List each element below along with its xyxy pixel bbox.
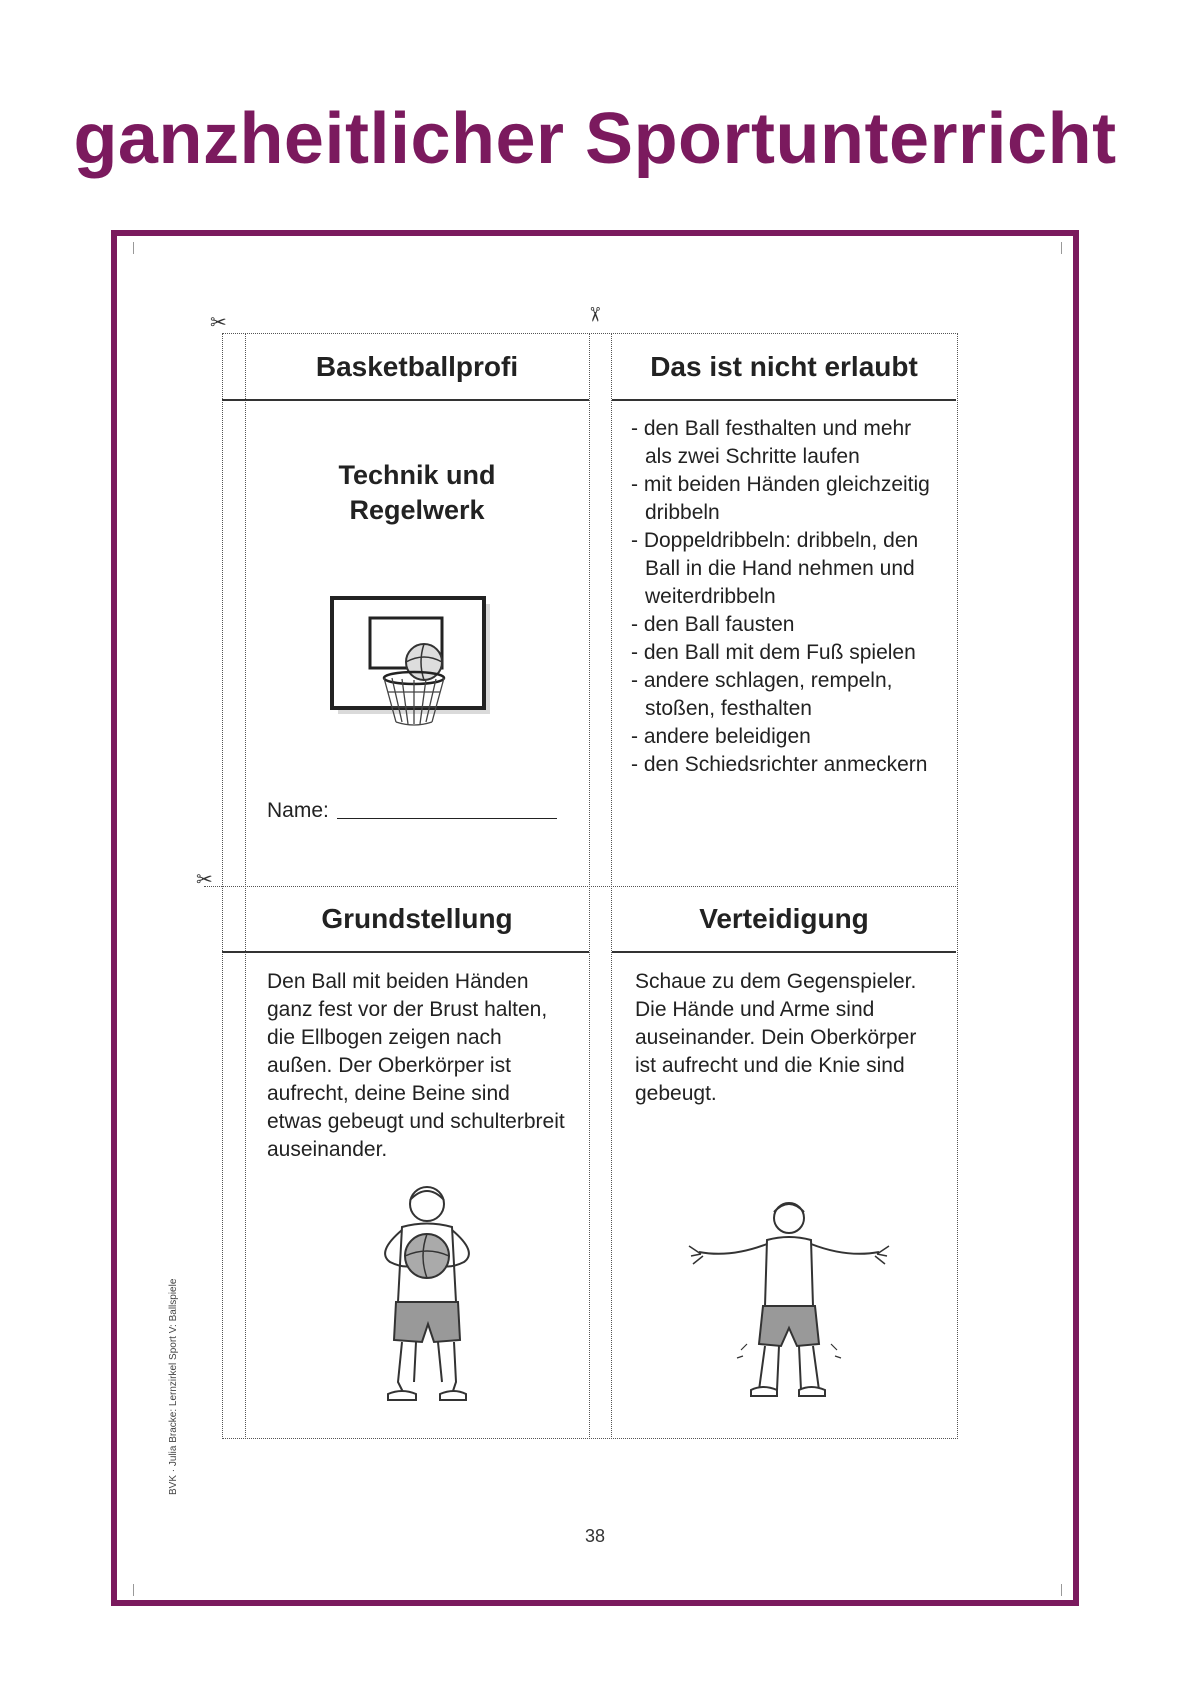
card-header-rule (222, 951, 589, 953)
crop-mark (133, 1584, 134, 1596)
copyright-note: BVK · Julia Bracke: Lernzirkel Sport V: Ballspiele (168, 1278, 179, 1495)
page-number: 38 (584, 1526, 606, 1546)
cut-line (611, 333, 612, 1437)
scissors-icon: ✂ (210, 312, 227, 334)
card-title: Basketballprofi (315, 351, 519, 382)
crop-mark (1061, 242, 1062, 254)
card-title: Verteidigung (699, 903, 869, 934)
list-item: - den Ball festhalten und mehr als zwei Schritte laufen (631, 417, 912, 468)
card-title: Grundstellung (321, 903, 513, 934)
list-item: - den Ball mit dem Fuß spielen (631, 641, 916, 664)
player-defending-icon (681, 1194, 901, 1414)
list-item: - den Schiedsrichter anmeckern (631, 753, 928, 776)
card-header-rule (612, 399, 956, 401)
player-holding-ball-icon (362, 1182, 492, 1412)
card-text: Den Ball mit beiden Händen ganz fest vor der Brust halten, die Ellbogen zeigen nach außen. Der Oberkörper ist aufrecht, deine Beine sind etwas gebeugt und schulterbreit auseinander. (267, 970, 565, 1161)
crop-mark (1061, 1584, 1062, 1596)
basketball-hoop-icon (326, 592, 506, 742)
rules-list (631, 415, 941, 779)
card-header-rule (612, 951, 956, 953)
list-item: - andere schlagen, rempeln, stoßen, festhalten (631, 669, 893, 720)
crop-mark (133, 242, 134, 254)
list-item: - mit beiden Händen gleichzeitig dribbeln (631, 473, 930, 524)
list-item: - andere beleidigen (631, 725, 811, 748)
card-text: Schaue zu dem Gegenspieler. Die Hände und Arme sind auseinander. Dein Oberkörper ist aufrecht und die Knie sind gebeugt. (635, 970, 917, 1105)
card-header-rule (222, 399, 589, 401)
scissors-icon: ✂ (196, 869, 213, 891)
name-label: Name: (267, 799, 329, 822)
name-field[interactable] (337, 818, 557, 819)
scissors-icon: ✂ (582, 306, 605, 323)
page-title: ganzheitlicher Sportunterricht (73, 99, 1117, 179)
list-item: - Doppeldribbeln: dribbeln, den Ball in die Hand nehmen und weiterdribbeln (631, 529, 919, 608)
list-item: - den Ball fausten (631, 613, 795, 636)
card-title: Das ist nicht erlaubt (650, 351, 918, 382)
cut-line (589, 333, 590, 1437)
cut-line (204, 886, 956, 887)
card-subtitle: Technik und Regelwerk (338, 460, 496, 525)
